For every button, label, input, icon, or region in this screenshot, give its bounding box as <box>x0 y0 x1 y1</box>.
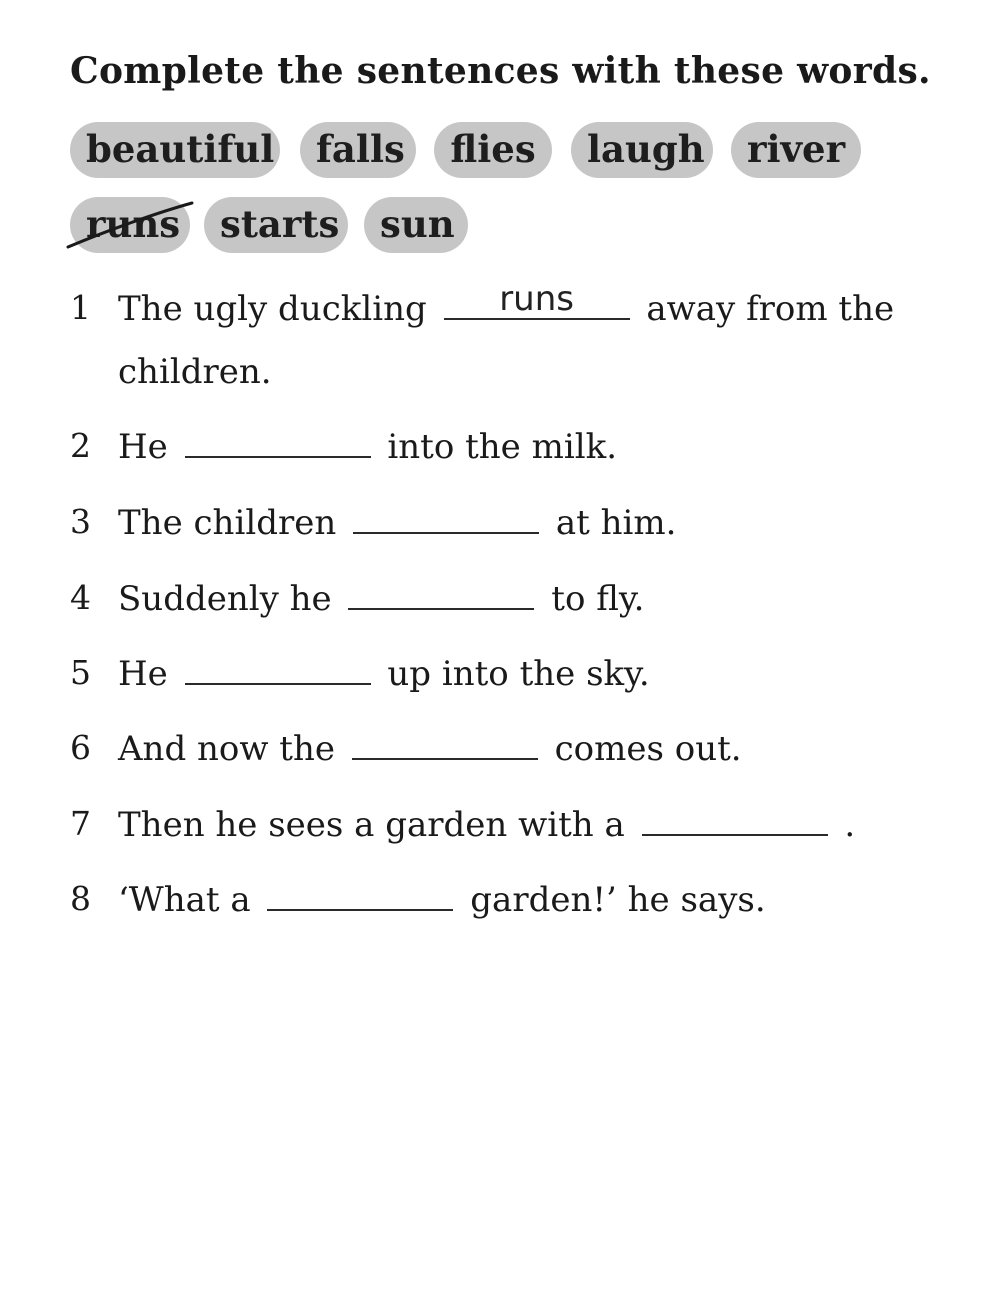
sentence-6 <box>118 728 742 769</box>
sentence-text-before: Suddenly he <box>118 579 332 619</box>
sentence-text-after: up into the sky. <box>387 654 650 694</box>
answer-blank[interactable] <box>267 879 453 911</box>
word-chip-label: laugh <box>587 127 705 171</box>
answer-blank[interactable] <box>185 426 371 458</box>
answer-blank[interactable] <box>444 279 630 320</box>
word-chip-runs[interactable] <box>70 197 190 253</box>
sentence-8 <box>118 879 766 920</box>
sentence-number: 5 <box>70 653 91 692</box>
word-chip-label: beautiful <box>86 127 275 171</box>
sentence-text-before: He <box>118 654 168 694</box>
word-chip-laugh[interactable] <box>571 122 713 178</box>
word-chip-label: starts <box>220 202 340 246</box>
sentence-number: 8 <box>70 879 91 918</box>
word-chip-label: sun <box>380 202 455 246</box>
answer-blank[interactable] <box>185 653 371 685</box>
sentence-3 <box>118 502 676 543</box>
word-chip-sun[interactable] <box>364 197 468 253</box>
word-chip-starts[interactable] <box>204 197 348 253</box>
sentence-number: 2 <box>70 426 91 465</box>
word-chip-river[interactable] <box>731 122 861 178</box>
sentence-1-continuation: children. <box>118 352 272 392</box>
answer-blank[interactable] <box>642 804 828 836</box>
sentence-text-after: into the milk. <box>387 427 618 467</box>
sentence-7 <box>118 804 855 845</box>
sentence-text-after: at him. <box>555 503 677 543</box>
handwritten-answer: runs <box>499 279 574 319</box>
answer-blank[interactable] <box>352 728 538 760</box>
answer-blank[interactable] <box>353 502 539 534</box>
sentence-text-after: . <box>844 805 856 845</box>
sentence-5 <box>118 653 650 694</box>
word-chip-label: runs <box>86 202 181 246</box>
sentence-text-before: Then he sees a garden with a <box>118 805 625 845</box>
sentence-number: 1 <box>70 288 91 327</box>
sentence-2 <box>118 426 617 467</box>
sentence-number: 7 <box>70 804 91 843</box>
sentence-number: 3 <box>70 502 91 541</box>
sentence-number: 4 <box>70 578 91 617</box>
sentence-text-after: comes out. <box>554 729 742 769</box>
word-chip-falls[interactable] <box>300 122 416 178</box>
sentence-text-before: He <box>118 427 168 467</box>
word-chip-label: flies <box>450 127 536 171</box>
sentence-1 <box>118 279 895 329</box>
sentence-4 <box>118 578 644 619</box>
word-chip-label: falls <box>316 127 405 171</box>
sentence-text-before: ‘What a <box>118 880 251 920</box>
word-chip-beautiful[interactable] <box>70 122 280 178</box>
answer-blank[interactable] <box>348 578 534 610</box>
sentence-text-before: The children <box>118 503 337 543</box>
sentence-text-before: And now the <box>118 729 335 769</box>
word-chip-flies[interactable] <box>434 122 552 178</box>
sentence-number: 6 <box>70 728 91 767</box>
word-chip-label: river <box>747 127 846 171</box>
sentence-text-after: garden!’ he says. <box>470 880 766 920</box>
exercise-title: Complete the sentences with these words. <box>70 50 931 92</box>
sentence-text-before: The ugly duckling <box>118 289 427 329</box>
sentence-text-after: away from the <box>646 289 895 329</box>
sentence-text-after: to fly. <box>551 579 645 619</box>
